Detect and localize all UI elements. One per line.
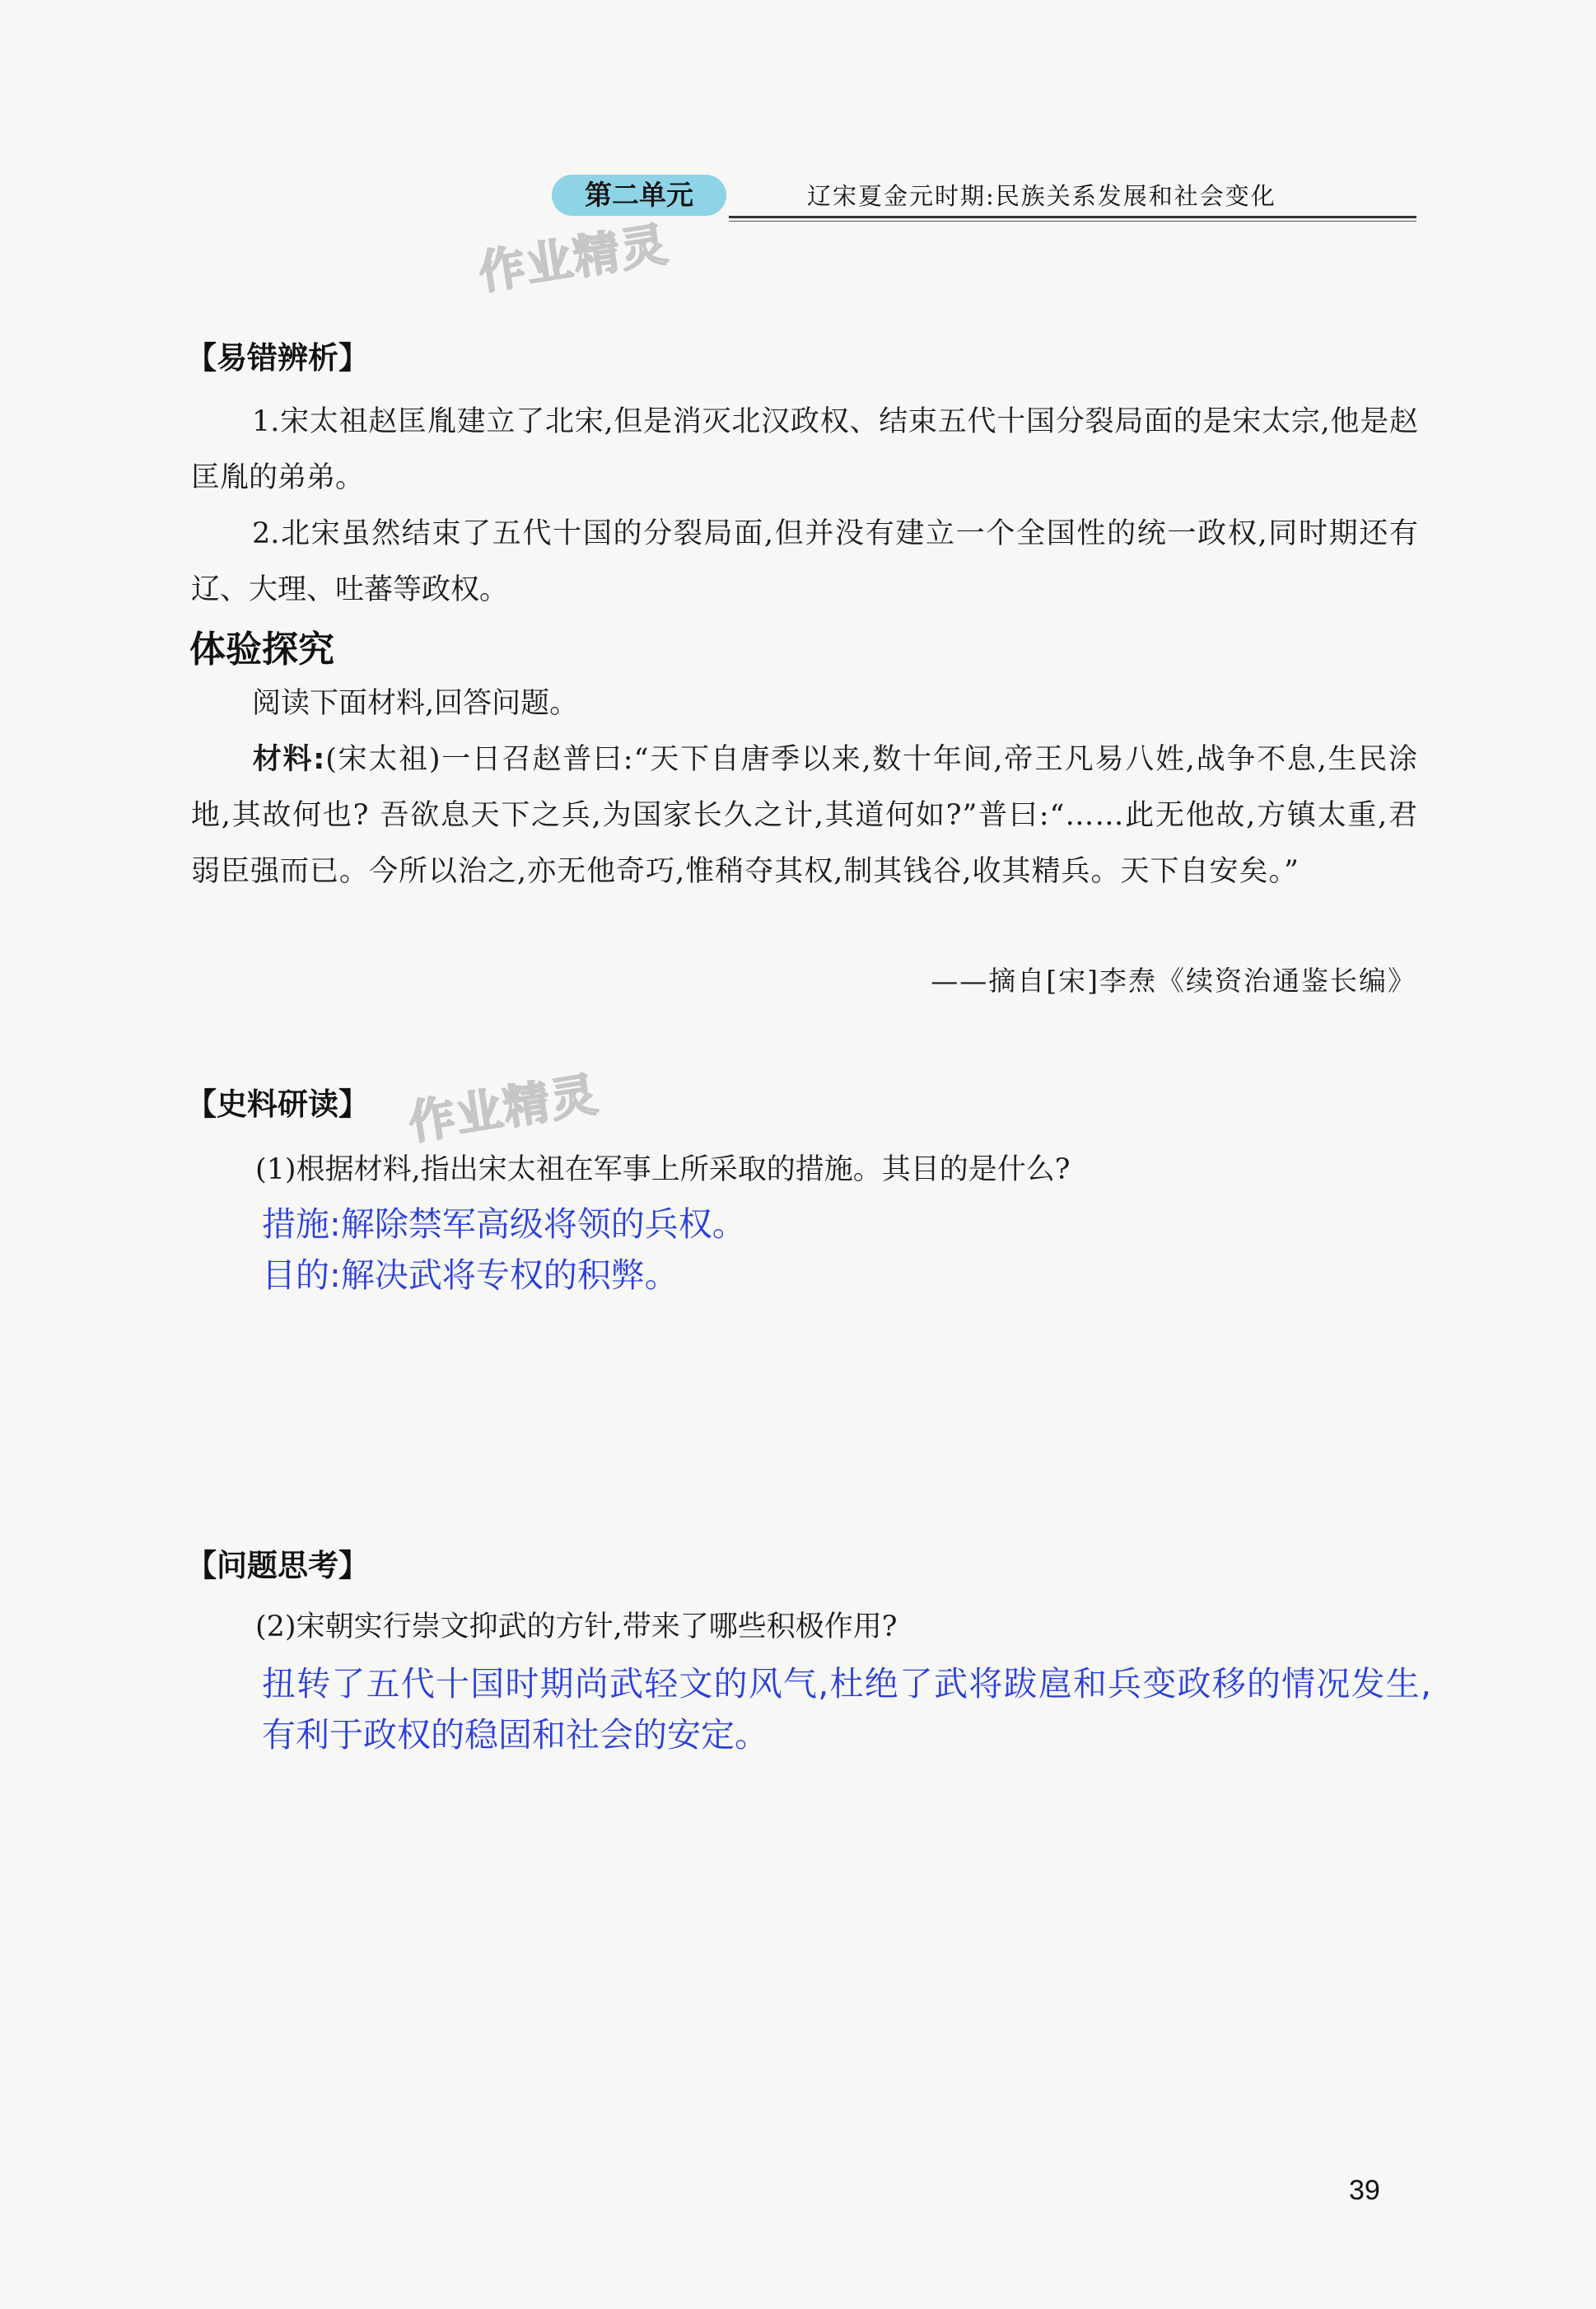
answer-1-measure: 措施:解除禁军高级将领的兵权。 [262, 1204, 746, 1244]
source-reading-heading: 【史料研读】 [186, 1087, 369, 1122]
error-item-1: 1.宋太祖赵匡胤建立了北宋,但是消灭北汉政权、结束五代十国分裂局面的是宋太宗,他是赵匡胤的弟弟。 [191, 405, 1418, 494]
error-item-2: 2.北宋虽然结束了五代十国的分裂局面,但并没有建立一个全国性的统一政权,同时期还有辽、大理、吐蕃等政权。 [191, 517, 1418, 606]
question-1: (1)根据材料,指出宋太祖在军事上所采取的措施。其目的是什么? [255, 1153, 1071, 1186]
material-label: 材料: [252, 743, 326, 776]
material-citation: ——摘自[宋]李焘《续资治通鉴长编》 [931, 965, 1416, 997]
material-text: 材料:(宋太祖)一日召赵普曰:“天下自唐季以来,数十年间,帝王凡易八姓,战争不息,生民涂地,其故何也? 吾欲息天下之兵,为国家长久之计,其道何如?”普曰:“……此无他故,方镇太重,君弱臣强而已。今所以治之,亦无他奇巧,惟稍夺其权,制其钱谷,收其精兵。天下自安矣。” [191, 743, 1418, 888]
answer-2: 扭转了五代十国时期尚武轻文的风气,杜绝了武将跋扈和兵变政移的情况发生,有利于政权的稳固和社会的安定。 [262, 1664, 1431, 1755]
explore-heading: 体验探究 [189, 629, 334, 671]
unit-title: 辽宋夏金元时期:民族关系发展和社会变化 [807, 182, 1276, 210]
answer-1-purpose: 目的:解决武将专权的积弊。 [262, 1255, 679, 1295]
explore-instruction: 阅读下面材料,回答问题。 [252, 687, 579, 720]
unit-badge: 第二单元 [552, 175, 726, 216]
question-2: (2)宋朝实行崇文抑武的方针,带来了哪些积极作用? [255, 1610, 898, 1643]
watermark-logo-2: 作业精灵 [405, 1068, 603, 1151]
page-number: 39 [1349, 2175, 1380, 2206]
header-rule [729, 216, 1416, 218]
header-rule-thin [729, 221, 1416, 222]
error-analysis-heading: 【易错辨析】 [186, 340, 369, 376]
watermark-logo: 作业精灵 [475, 217, 673, 301]
thinking-heading: 【问题思考】 [186, 1548, 369, 1583]
